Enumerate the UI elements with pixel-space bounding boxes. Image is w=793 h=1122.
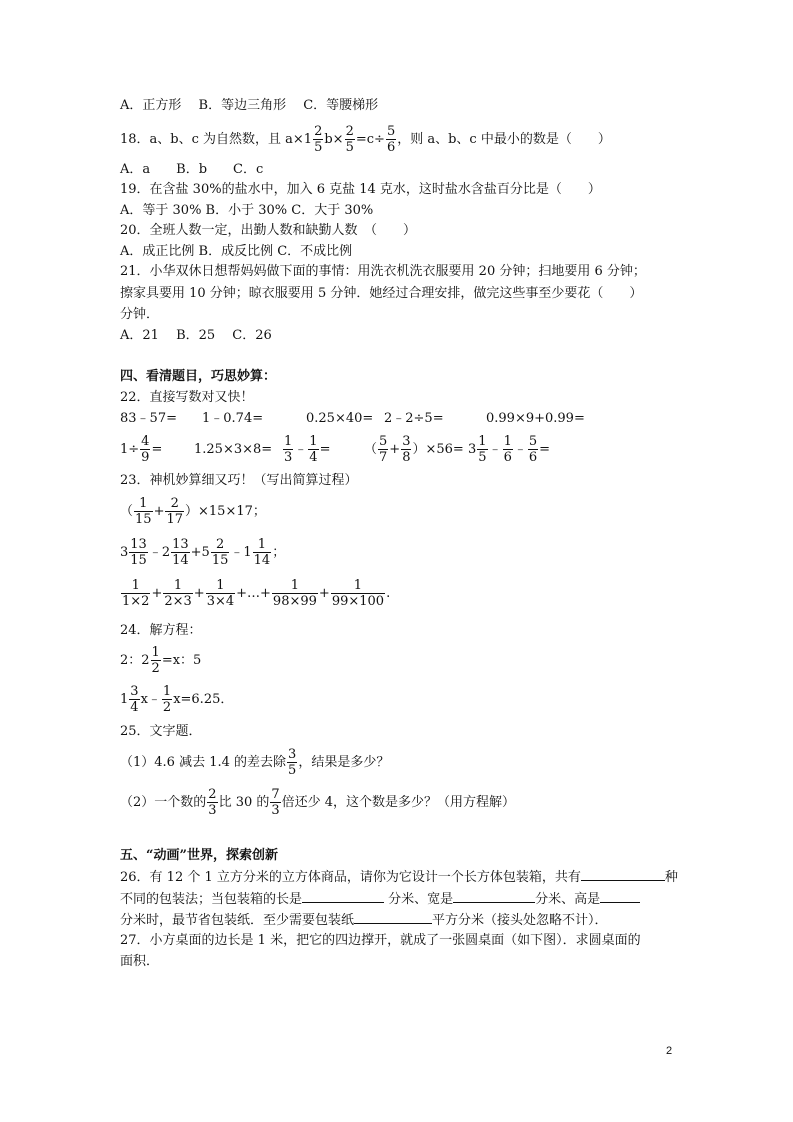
answer-blank[interactable] bbox=[453, 890, 535, 903]
q26-line2: 不同的包装法；当包装箱的长是 分米、宽是 分米、高是 bbox=[120, 890, 640, 909]
q22-item: 83﹣57= bbox=[120, 411, 177, 426]
q20-options: A．成正比例 B．成反比例 C．不成比例 bbox=[120, 244, 353, 259]
q22-item: 1﹣0.74= bbox=[202, 411, 264, 426]
section-5-heading: 五、“动画”世界，探索创新 bbox=[120, 848, 278, 863]
q25-part1: （1）4.6 减去 1.4 的差去除 $\frac{3}{5}$ ，结果是多少？ bbox=[120, 747, 390, 778]
q26-line3: 分米时，最节省包装纸．至少需要包装纸 平方分米（接头处忽略不计）． bbox=[120, 913, 608, 928]
answer-blank[interactable] bbox=[600, 890, 640, 903]
q25-part2: （2）一个数的 $\frac{2}{3}$ 比 30 的 $\frac{7}{3}$ 倍还少 4，这个数是多少？（用方程解） bbox=[120, 787, 516, 818]
q23-expression-c: $\frac{1}{1\times 2}$ + $\frac{1}{2\times 3}$ + $\frac{1}{3\times 4}$ +…+ $\frac{1}{98\times 99}$ + $\frac{1}{99\times 100}$ . bbox=[122, 578, 391, 609]
q22-item: 1÷ $\frac{4}{9}$ = bbox=[120, 434, 163, 465]
q21-question-line3: 分钟． bbox=[120, 307, 160, 322]
section-4-heading: 四、看清题目，巧思妙算： bbox=[120, 369, 277, 384]
q22-item: 0.25×40= bbox=[306, 411, 374, 426]
q21-question-line2: 擦家具要用 10 分钟；晾衣服要用 5 分钟．她经过合理安排，做完这些事至少要花（ ） bbox=[120, 286, 643, 301]
q18-text-post: ，则 a、b、c 中最小的数是（ ） bbox=[397, 132, 611, 147]
q22-row2 bbox=[120, 434, 550, 465]
q22-item: 2﹣2÷5= bbox=[384, 411, 444, 426]
q22-row1 bbox=[120, 410, 680, 428]
q18-options: A．a B．b C．c bbox=[120, 162, 264, 177]
q24-question: 24．解方程： bbox=[120, 623, 202, 638]
q21-options: A．21 B．25 C．26 bbox=[120, 328, 272, 343]
fraction: $\frac{2}{5}$ bbox=[314, 124, 323, 155]
q23-expression-a: （ $\frac{1}{15}$ + $\frac{2}{17}$ ）×15×17； bbox=[120, 496, 266, 527]
q23-expression-b: 3 $\frac{13}{15}$ ﹣2 $\frac{13}{14}$ +5 $\frac{2}{15}$ ﹣1 $\frac{1}{14}$ ； bbox=[120, 537, 286, 568]
q18-text-mid1: b× bbox=[324, 132, 344, 147]
fraction: $\frac{2}{5}$ bbox=[345, 124, 354, 155]
q22-item: （ $\frac{5}{7}$ + $\frac{3}{8}$ ）×56= bbox=[364, 434, 464, 465]
answer-blank[interactable] bbox=[302, 890, 384, 903]
q18-question bbox=[120, 124, 611, 155]
q22-item: 1.25×3×8= bbox=[194, 442, 273, 457]
q17-options: A．正方形 B．等边三角形 C．等腰梯形 bbox=[120, 98, 379, 113]
q21-question-line1: 21．小华双休日想帮妈妈做下面的事情：用洗衣机洗衣服要用 20 分钟；扫地要用 6 分钟； bbox=[120, 264, 646, 279]
page-number: 2 bbox=[666, 1045, 673, 1057]
q27-line1: 27．小方桌面的边长是 1 米，把它的四边撑开，就成了一张圆桌面（如下图）．求圆桌面的 bbox=[120, 933, 641, 948]
q24-equation-b: 1 $\frac{3}{4}$ x﹣ $\frac{1}{2}$ x=6.25． bbox=[120, 684, 234, 715]
q18-text-mid2: =c÷ bbox=[355, 132, 385, 147]
answer-blank[interactable] bbox=[581, 868, 665, 881]
q18-text-pre: 18．a、b、c 为自然数，且 a×1 bbox=[120, 132, 313, 147]
q19-options: A．等于 30% B．小于 30% C．大于 30% bbox=[120, 203, 374, 218]
q22-question: 22．直接写数对又快！ bbox=[120, 390, 254, 405]
q22-item: $\frac{1}{3}$ ﹣ $\frac{1}{4}$ = bbox=[284, 434, 331, 465]
q23-question: 23．神机妙算细又巧！（写出简算过程） bbox=[120, 473, 358, 488]
q19-question: 19．在含盐 30%的盐水中，加入 6 克盐 14 克水，这时盐水含盐百分比是（ ） bbox=[120, 182, 601, 197]
q24-equation-a: 2：2 $\frac{1}{2}$ =x：5 bbox=[120, 645, 202, 676]
q22-item: 3 $\frac{1}{5}$ ﹣ $\frac{1}{6}$ ﹣ $\frac{5}{6}$ = bbox=[468, 434, 551, 465]
fraction: $\frac{5}{6}$ bbox=[386, 124, 396, 155]
q26-line1: 26．有 12 个 1 立方分米的立方体商品，请你为它设计一个长方体包装箱，共有 种 bbox=[120, 870, 678, 885]
answer-blank[interactable] bbox=[354, 911, 432, 924]
q25-question: 25．文字题． bbox=[120, 724, 202, 739]
q20-question: 20．全班人数一定，出勤人数和缺勤人数 （ ） bbox=[120, 223, 417, 238]
q22-item: 0.99×9+0.99= bbox=[486, 411, 585, 426]
q27-line2: 面积． bbox=[120, 954, 160, 969]
